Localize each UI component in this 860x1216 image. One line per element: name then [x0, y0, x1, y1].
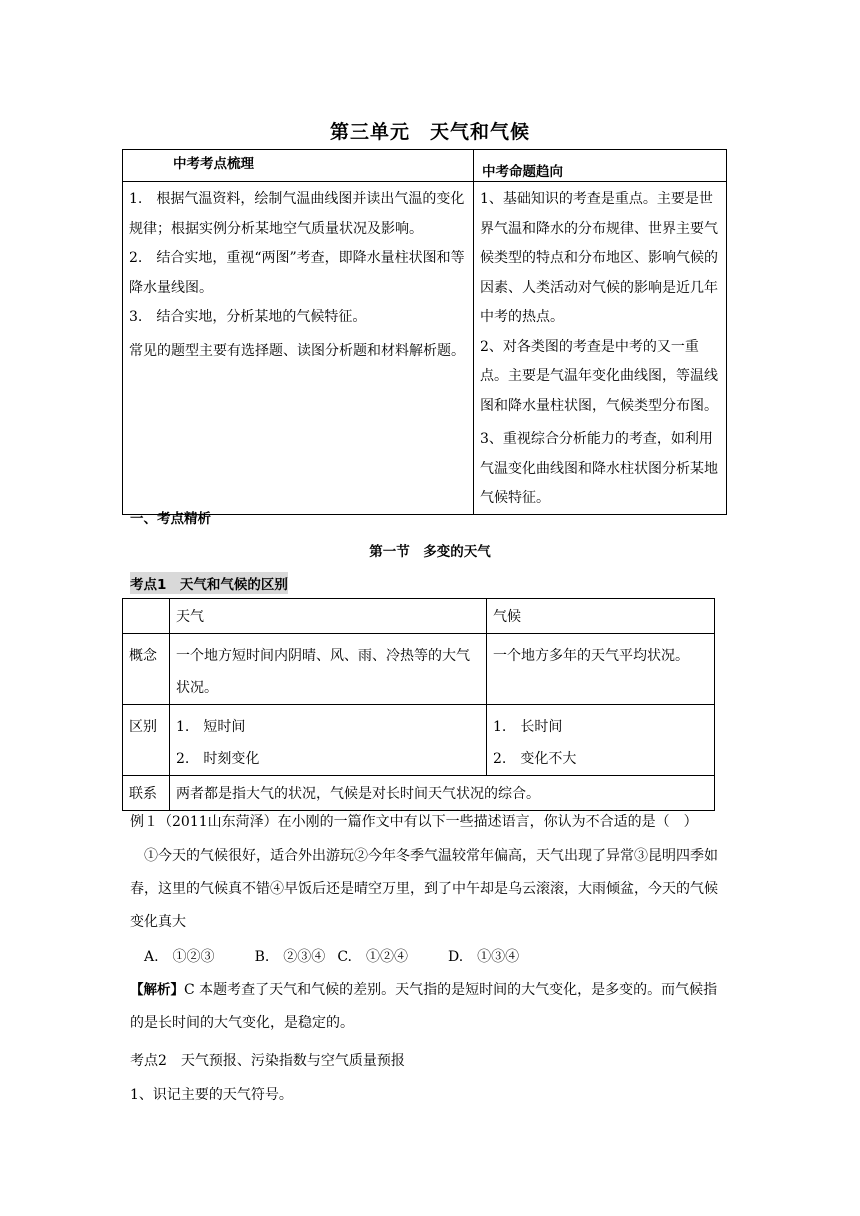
exam-trend-item: 2、对各类图的考查是中考的又一重点。主要是气温年变化曲线图，等温线图和降水量柱状图，气候类型分布图。 — [480, 338, 718, 414]
example-question: 例１（2011山东菏泽）在小刚的一篇作文中有以下一些描述语言，你认为不合适的是（ ） — [130, 814, 698, 830]
overview-table — [122, 149, 727, 515]
climate-difference — [487, 705, 715, 776]
option-a: A. ①②③ — [144, 949, 215, 965]
cell-text: 一个地方短时间内阴晴、风、雨、冷热等的大气状况。 — [176, 648, 470, 696]
cell-text: 2. 变化不大 — [493, 751, 577, 767]
exam-trend-item: 3、重视综合分析能力的考查，如利用气温变化曲线图和降水柱状图分析某地气候特征。 — [480, 431, 718, 506]
exam-point-item: 2. 结合实地，重视“两图”考查，即降水量柱状图和等降水量线图。 — [129, 250, 465, 296]
cell-text: 1. 短时间 — [176, 719, 246, 735]
section-heading: 一、考点精析 — [130, 511, 211, 527]
cell-text: 一个地方多年的天气平均状况。 — [493, 648, 689, 664]
col-climate-header: 气候 — [487, 599, 715, 634]
section-subtitle: 第一节 多变的天气 — [369, 544, 491, 560]
header-exam-trends: 中考命题趋向 — [474, 150, 727, 182]
weather-difference — [170, 705, 487, 776]
page-title: 第三单元 天气和气候 — [329, 121, 530, 143]
row-label: 概念 — [123, 634, 170, 705]
weather-climate-table — [122, 598, 715, 811]
climate-concept — [487, 634, 715, 705]
corner-cell — [123, 599, 170, 634]
row-label: 区别 — [123, 705, 170, 776]
exam-point-item: 常见的题型主要有选择题、读图分析题和材料解析题。 — [129, 342, 465, 359]
relation-text: 两者都是指大气的状况，气候是对长时间天气状况的综合。 — [170, 776, 715, 811]
cell-text: 2. 时刻变化 — [176, 751, 260, 767]
exam-point-item: 1. 根据气温资料，绘制气温曲线图并读出气温的变化规律；根据实例分析某地空气质量状况及影响。 — [129, 191, 465, 237]
exam-trends-cell — [474, 182, 727, 515]
list-item: 1、识记主要的天气符号。 — [130, 1087, 293, 1103]
weather-concept — [170, 634, 487, 705]
option-b: B. ②③④ — [254, 949, 326, 965]
header-exam-points: 中考考点梳理 — [123, 150, 474, 182]
analysis-label: 【解析】 — [130, 982, 184, 998]
cell-text: 1. 长时间 — [493, 719, 563, 735]
analysis — [130, 974, 730, 1040]
example-stem: ①今天的气候很好，适合外出游玩②今年冬季气温较常年偏高，天气出现了异常③昆明四季如春，这里的气候真不错④早饭后还是晴空万里，到了中午却是乌云滚滚，大雨倾盆，今天的气候变化真大 — [130, 848, 718, 930]
exam-point-item: 3. 结合实地，分析某地的气候特征。 — [129, 309, 367, 325]
col-weather-header: 天气 — [170, 599, 487, 634]
analysis-text: C 本题考查了天气和气候的差别。天气指的是短时间的大气变化，是多变的。而气候指的是长时间的大气变化，是稳定的。 — [130, 982, 718, 1031]
exam-points-cell — [123, 182, 474, 515]
point-heading-1: 考点1 天气和气候的区别 — [130, 572, 288, 594]
option-c: C. ①②④ — [337, 949, 408, 965]
example-options — [144, 941, 744, 974]
point-heading-2: 考点2 天气预报、污染指数与空气质量预报 — [130, 1053, 405, 1069]
exam-trend-item: 1、基础知识的考查是重点。主要是世界气温和降水的分布规律、世界主要气候类型的特点和分布地区、影响气候的因素、人类活动对气候的影响是近几年中考的热点。 — [480, 191, 718, 325]
row-label: 联系 — [123, 776, 170, 811]
option-d: D. ①③④ — [447, 949, 520, 965]
